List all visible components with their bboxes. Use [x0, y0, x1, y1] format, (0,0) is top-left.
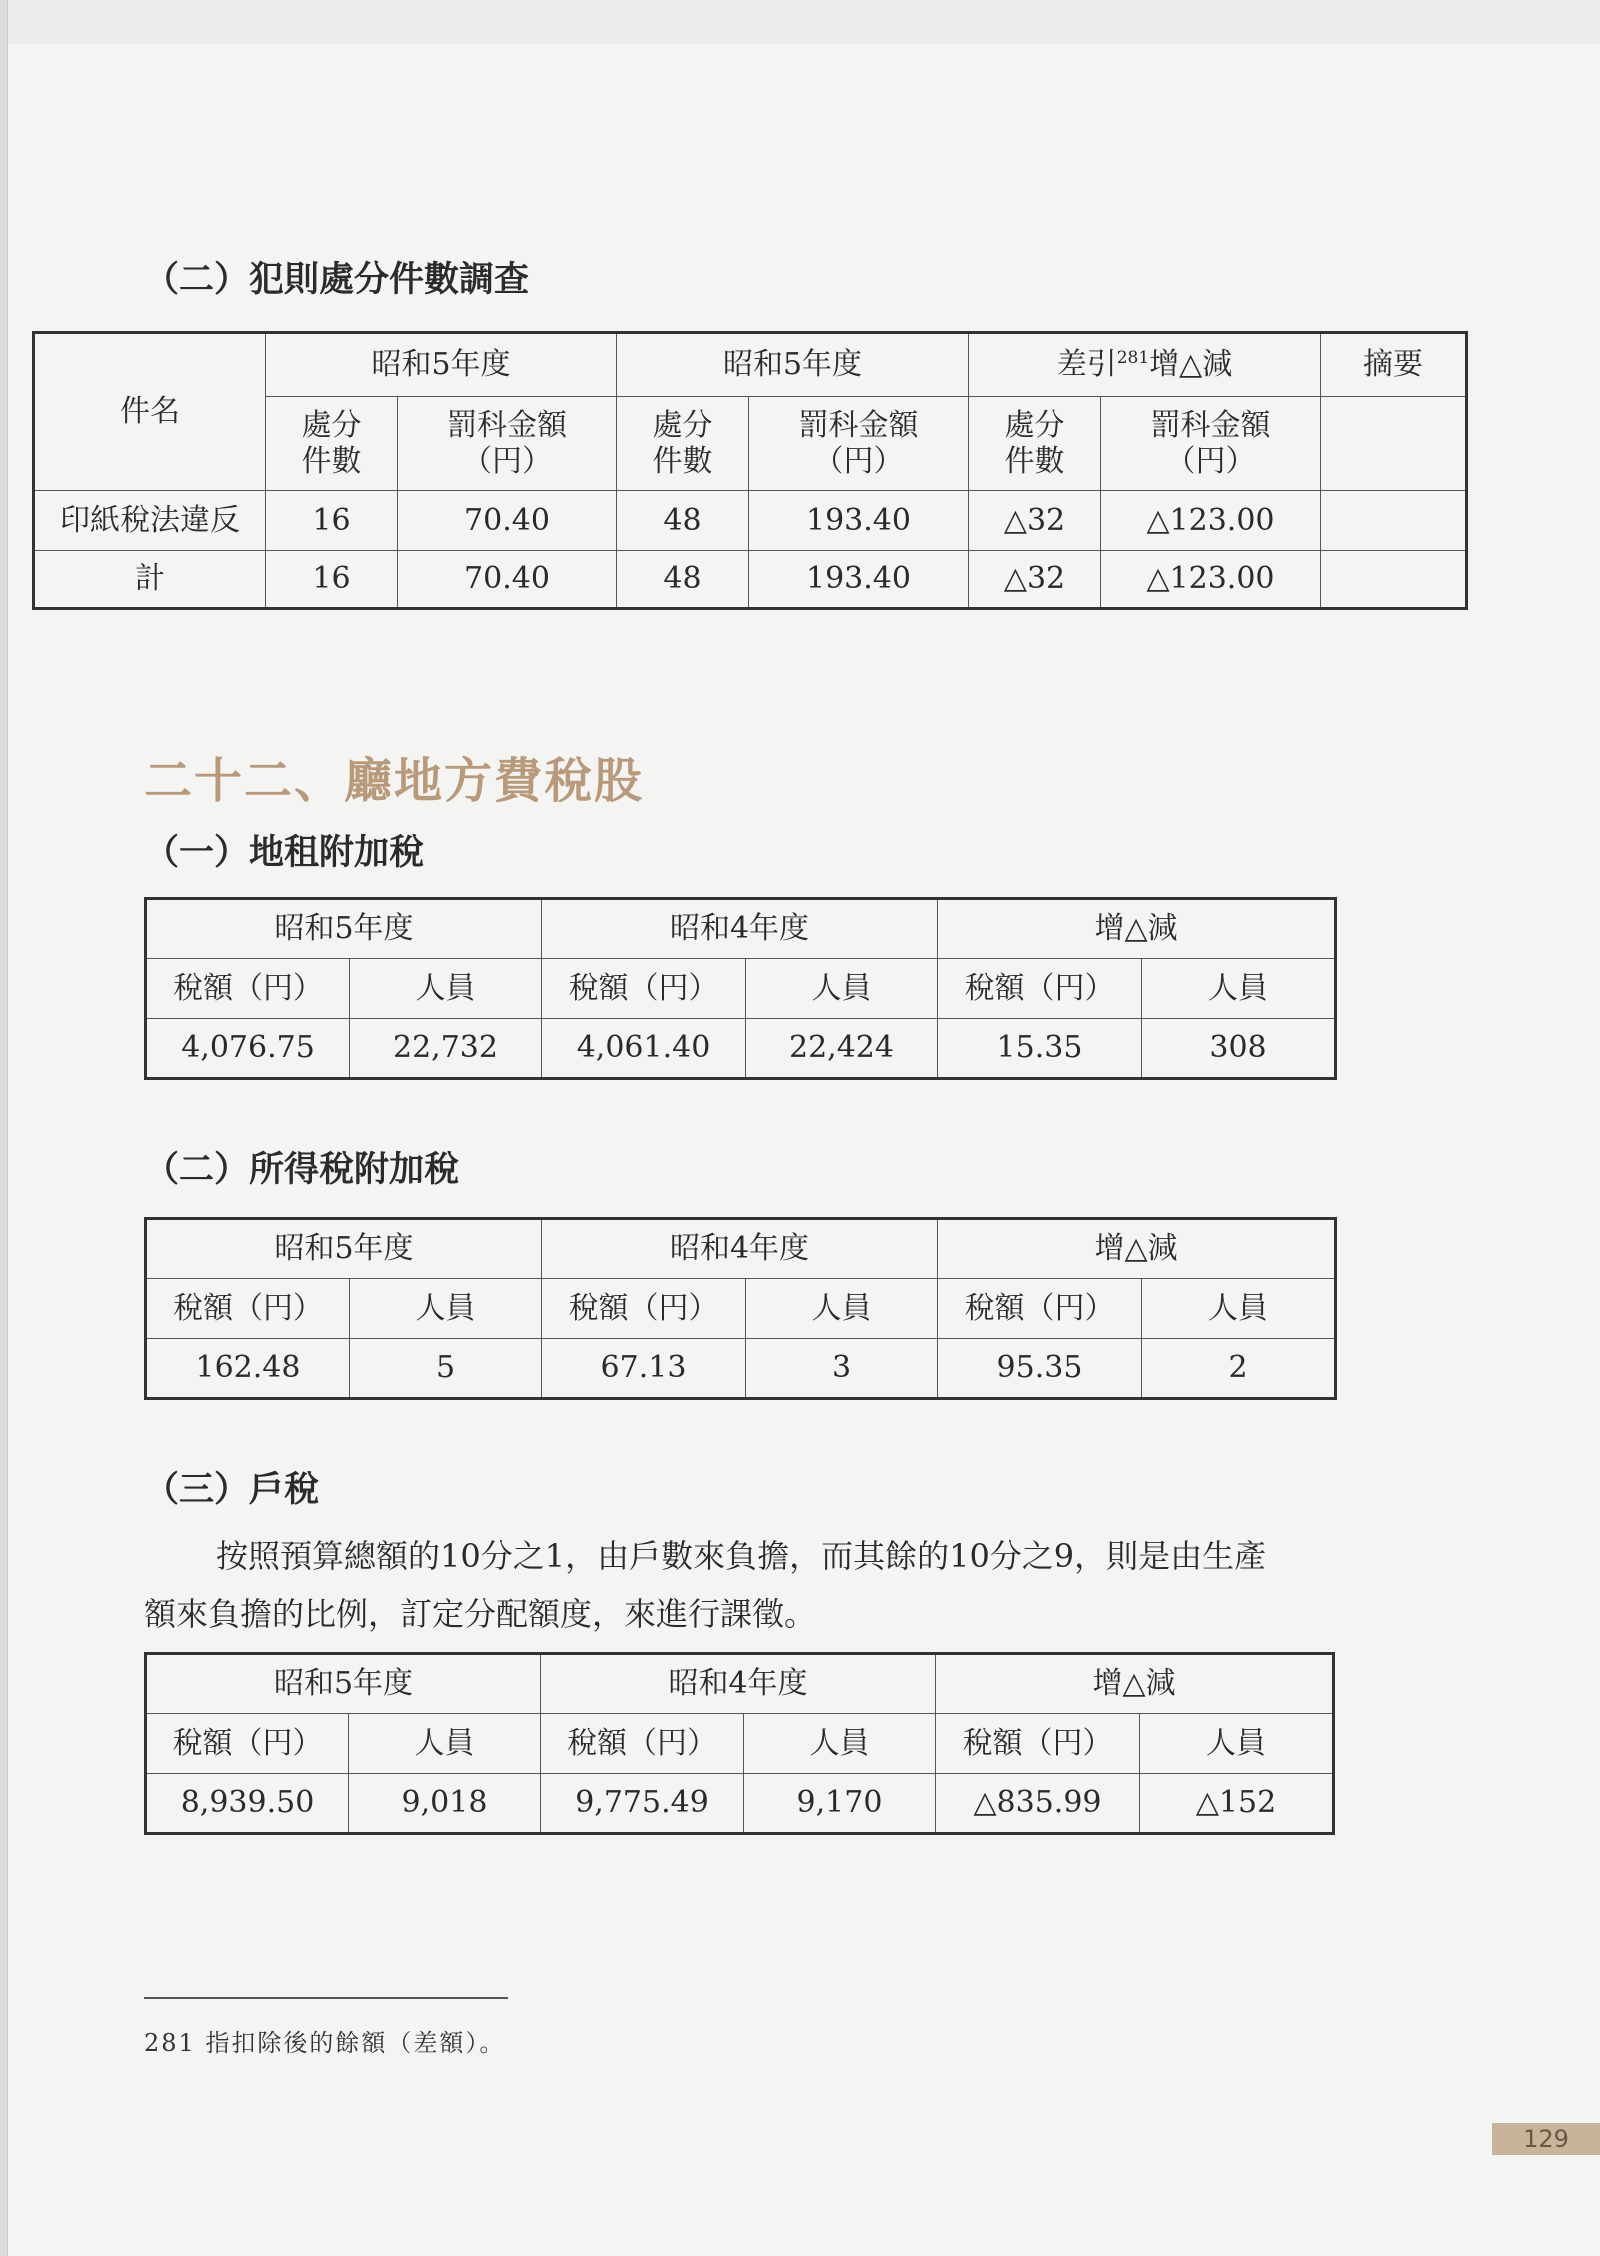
value-cell: 67.13 [542, 1339, 746, 1399]
tax-amount-header: 稅額（円） [541, 1714, 744, 1774]
value-cell: 22,424 [746, 1019, 938, 1079]
amount-header: 罰科金額 （円） [398, 397, 617, 491]
row-name: 計 [34, 551, 266, 609]
group-header: 增△減 [938, 899, 1336, 959]
count-cell: 48 [617, 551, 749, 609]
item-name-header: 件名 [34, 333, 266, 491]
section-22-heading: 二十二、廳地方費稅股 [144, 753, 645, 809]
amount-header: 罰科金額 （円） [1101, 397, 1321, 491]
footnote-divider [144, 1997, 508, 1999]
value-cell: 95.35 [938, 1339, 1142, 1399]
tax-amount-header: 稅額（円） [146, 1714, 349, 1774]
amount-cell: 193.40 [749, 491, 969, 551]
persons-header: 人員 [746, 959, 938, 1019]
page-number: 129 [1492, 2123, 1600, 2155]
group-header: 昭和4年度 [542, 899, 938, 959]
group-header: 增△減 [936, 1654, 1334, 1714]
tax-amount-header: 稅額（円） [936, 1714, 1140, 1774]
amount-cell: 193.40 [749, 551, 969, 609]
group-header: 昭和4年度 [542, 1219, 938, 1279]
amount-cell: 70.40 [398, 491, 617, 551]
persons-header: 人員 [1142, 1279, 1336, 1339]
tax-amount-header: 稅額（円） [542, 959, 746, 1019]
land-tax-table [144, 897, 1337, 1080]
remarks-cell [1321, 397, 1467, 491]
footnote: 281 指扣除後的餘額（差額）。 [144, 2029, 506, 2057]
persons-header: 人員 [1142, 959, 1336, 1019]
group-header: 增△減 [938, 1219, 1336, 1279]
group-header: 昭和4年度 [541, 1654, 936, 1714]
group2-header: 昭和5年度 [617, 333, 969, 397]
value-cell: 5 [350, 1339, 542, 1399]
persons-header: 人員 [349, 1714, 541, 1774]
remarks-cell [1321, 491, 1467, 551]
value-cell: △152 [1140, 1774, 1334, 1834]
table-row [146, 1774, 1334, 1834]
count-header: 處分 件數 [617, 397, 749, 491]
table-row [34, 551, 1467, 609]
tax-amount-header: 稅額（円） [542, 1279, 746, 1339]
footnote-marker: 281 [1116, 348, 1150, 368]
violations-heading: （二）犯則處分件數調查 [144, 260, 530, 300]
value-cell: 9,775.49 [541, 1774, 744, 1834]
count-header: 處分 件數 [969, 397, 1101, 491]
table-row [146, 1339, 1336, 1399]
table-row [146, 1019, 1336, 1079]
persons-header: 人員 [746, 1279, 938, 1339]
remarks-cell [1321, 551, 1467, 609]
count-header: 處分 件數 [266, 397, 398, 491]
persons-header: 人員 [744, 1714, 936, 1774]
persons-header: 人員 [350, 1279, 542, 1339]
page-top-band [0, 0, 1600, 44]
income-tax-heading: （二）所得稅附加稅 [144, 1150, 460, 1190]
land-tax-heading: （一）地租附加稅 [144, 833, 425, 873]
value-cell: 9,018 [349, 1774, 541, 1834]
paragraph-line: 按照預算總額的10分之1，由戶數來負擔，而其餘的10分之9，則是由生產 [216, 1537, 1267, 1575]
household-tax-table [144, 1652, 1335, 1835]
group1-header: 昭和5年度 [266, 333, 617, 397]
group-header: 昭和5年度 [146, 1654, 541, 1714]
count-cell: 16 [266, 551, 398, 609]
value-cell: 15.35 [938, 1019, 1142, 1079]
amount-cell: △123.00 [1101, 491, 1321, 551]
count-cell: △32 [969, 491, 1101, 551]
page-binding-edge [0, 0, 8, 2256]
value-cell: 162.48 [146, 1339, 350, 1399]
count-cell: 16 [266, 491, 398, 551]
group-header: 昭和5年度 [146, 1219, 542, 1279]
count-cell: 48 [617, 491, 749, 551]
value-cell: 308 [1142, 1019, 1336, 1079]
value-cell: 4,076.75 [146, 1019, 350, 1079]
household-tax-heading: （三）戶稅 [144, 1470, 320, 1510]
tax-amount-header: 稅額（円） [146, 1279, 350, 1339]
value-cell: 4,061.40 [542, 1019, 746, 1079]
row-name: 印紙稅法違反 [34, 491, 266, 551]
value-cell: 22,732 [350, 1019, 542, 1079]
persons-header: 人員 [1140, 1714, 1334, 1774]
group3-header: 差引$^{281}$增△減 [969, 333, 1321, 397]
value-cell: 3 [746, 1339, 938, 1399]
amount-cell: △123.00 [1101, 551, 1321, 609]
amount-header: 罰科金額 （円） [749, 397, 969, 491]
income-tax-table [144, 1217, 1337, 1400]
group-header: 昭和5年度 [146, 899, 542, 959]
tax-amount-header: 稅額（円） [938, 1279, 1142, 1339]
table-row [34, 491, 1467, 551]
value-cell: △835.99 [936, 1774, 1140, 1834]
tax-amount-header: 稅額（円） [938, 959, 1142, 1019]
household-tax-paragraph [144, 1527, 1344, 1643]
persons-header: 人員 [350, 959, 542, 1019]
tax-amount-header: 稅額（円） [146, 959, 350, 1019]
count-cell: △32 [969, 551, 1101, 609]
violations-table [32, 331, 1468, 610]
remarks-header: 摘要 [1321, 333, 1467, 397]
value-cell: 8,939.50 [146, 1774, 349, 1834]
paragraph-line: 額來負擔的比例，訂定分配額度，來進行課徵。 [144, 1595, 817, 1633]
amount-cell: 70.40 [398, 551, 617, 609]
value-cell: 9,170 [744, 1774, 936, 1834]
value-cell: 2 [1142, 1339, 1336, 1399]
